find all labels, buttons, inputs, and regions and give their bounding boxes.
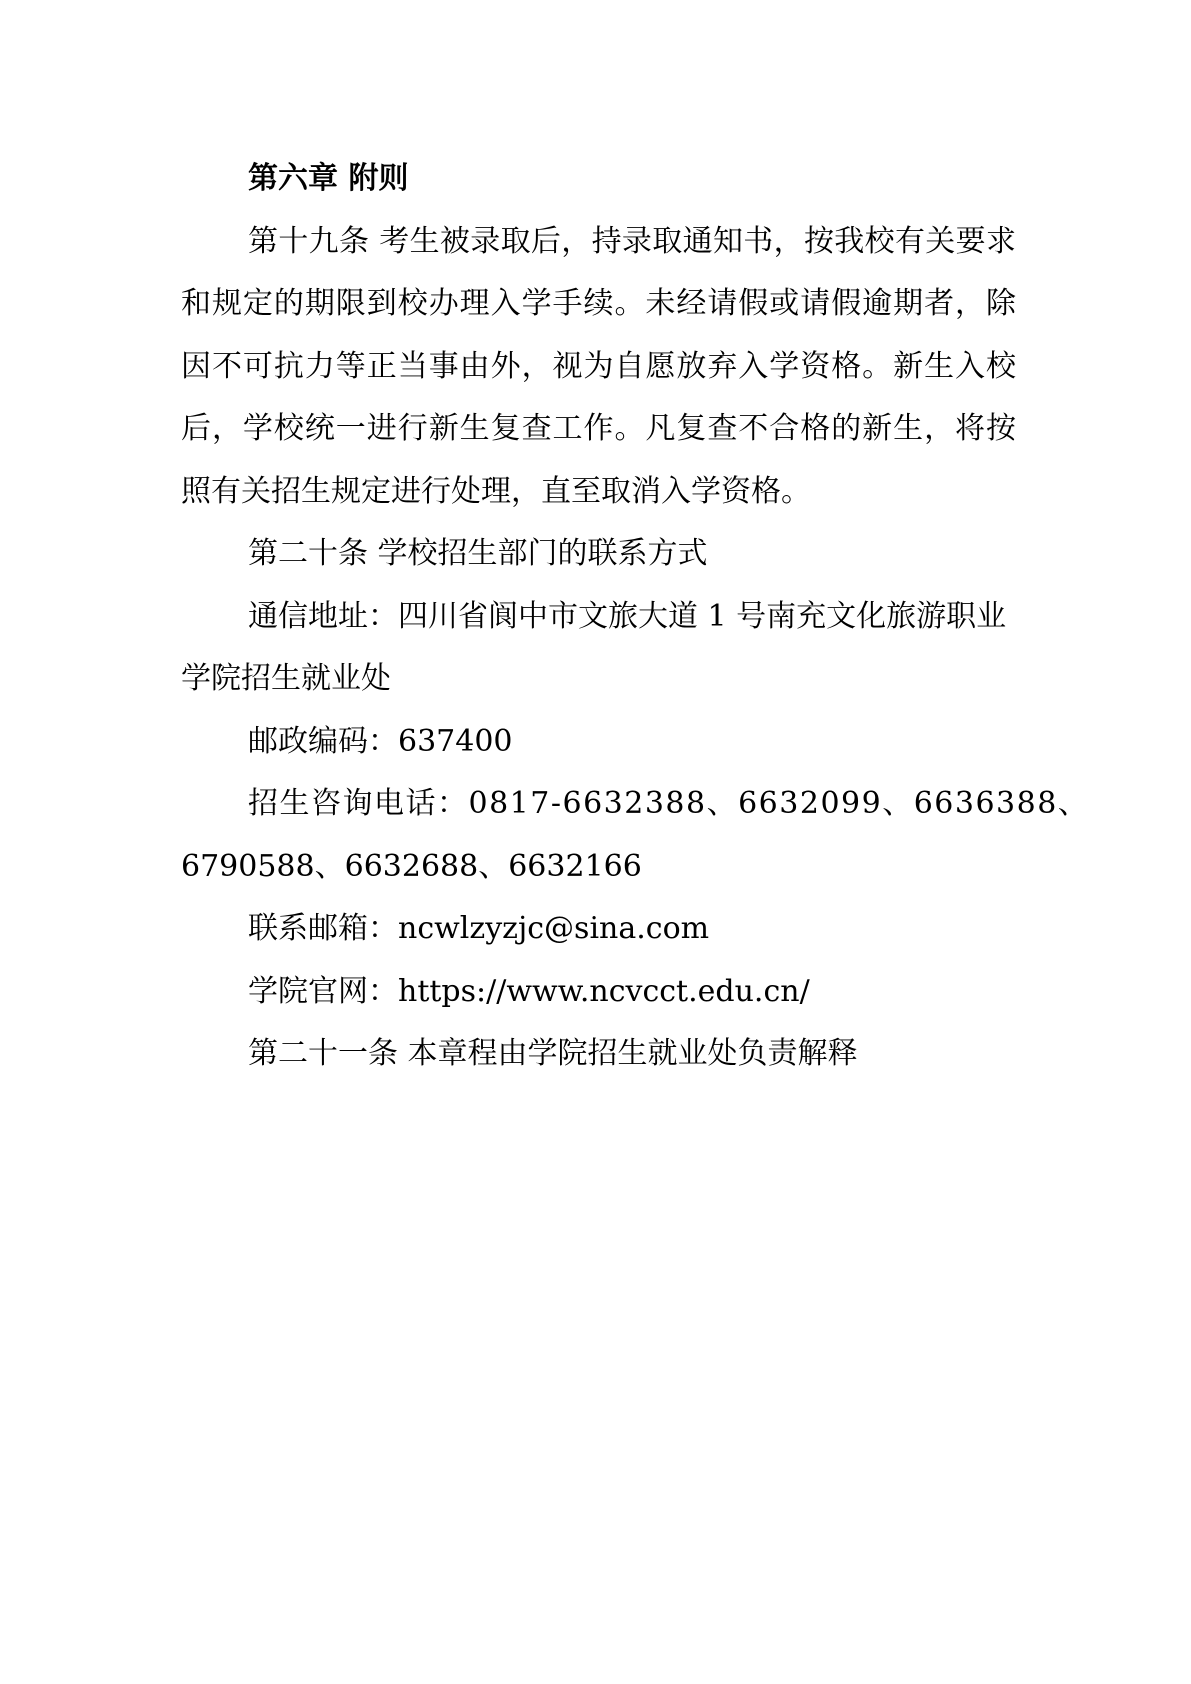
page-content [181,148,1090,1086]
chapter-heading: 第六章 附则 [248,161,409,196]
address-paragraph: 通信地址：四川省阆中市文旅大道 1 号南充文化旅游职业学院招生就业处 [181,598,1007,696]
article-19-paragraph: 第十九条 考生被录取后，持录取通知书，按我校有关要求和规定的期限到校办理入学手续。未经请假或请假逾期者，除因不可抗力等正当事由外，视为自愿放弃入学资格。新生入校后，学校统一进行新生复查工作。凡复查不合格的新生，将按照有关招生规定进行处理，直至取消入学资格。 [181,223,1016,509]
phone-line: 招生咨询电话：0817-6632388、6632099、6636388、 [248,786,1090,821]
phone-line-continued: 6790588、6632688、6632166 [181,848,642,884]
website-line: 学院官网：https://www.ncvcct.edu.cn/ [248,973,810,1009]
article-21-line: 第二十一条 本章程由学院招生就业处负责解释 [248,1036,858,1071]
email-line: 联系邮箱：ncwlzyzjc@sina.com [248,911,710,946]
postcode-line: 邮政编码：637400 [248,723,513,759]
article-20-heading: 第二十条 学校招生部门的联系方式 [248,536,708,571]
